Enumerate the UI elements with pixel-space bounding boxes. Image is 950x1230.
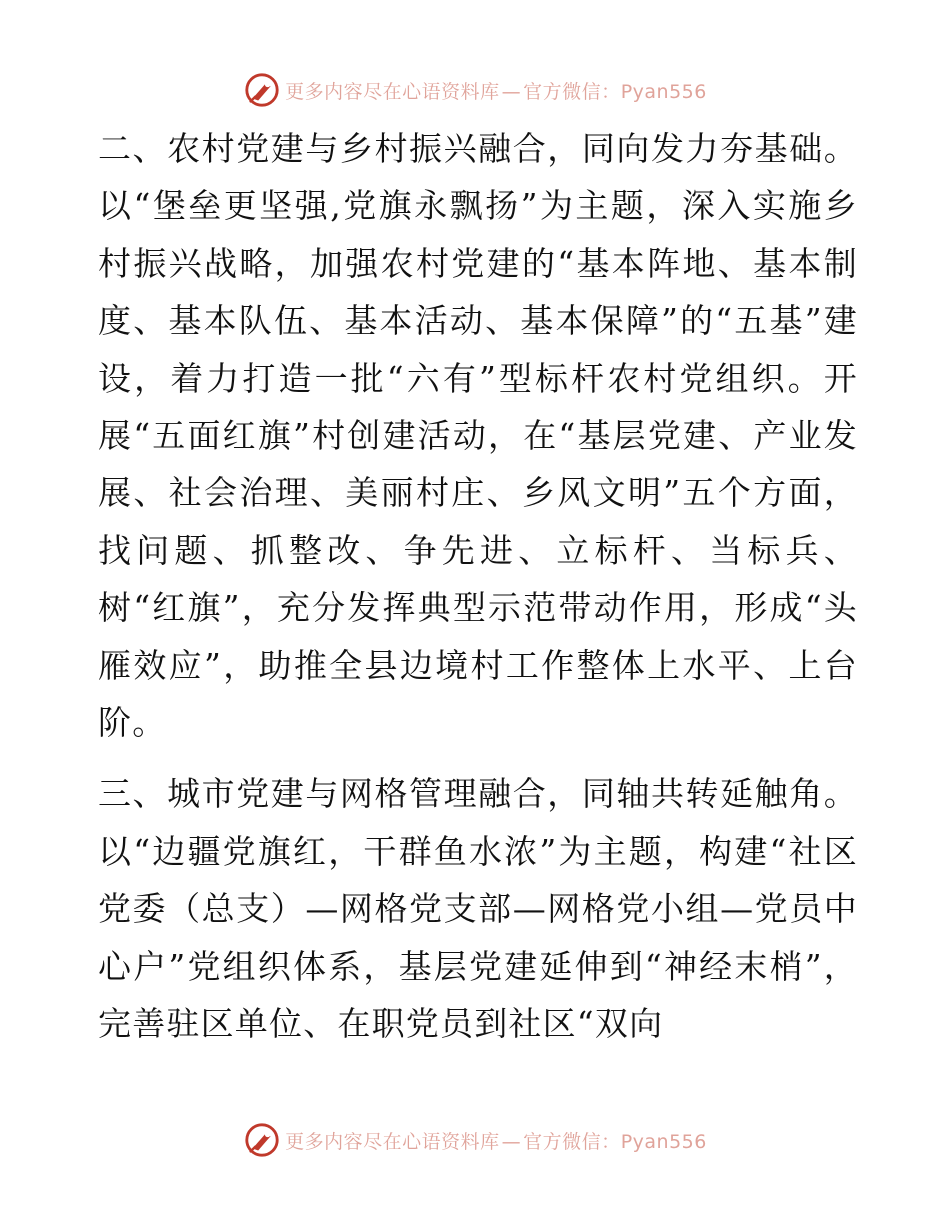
watermark-text xyxy=(285,1127,707,1154)
pen-nib-seal-icon xyxy=(243,71,281,109)
paragraph-rural-party-building: 二、农村党建与乡村振兴融合，同向发力夯基础。以“堡垒更坚强,党旗永飘扬”为主题，深入实施乡村振兴战略，加强农村党建的“基本阵地、基本制度、基本队伍、基本活动、基本保障”的“五基”建设，着力打造一批“六有”型标杆农村党组织。开展“五面红旗”村创建活动，在“基层党建、产业发展、社会治理、美丽村庄、乡风文明”五个方面，找问题、抓整改、争先进、立标杆、当标兵、树“红旗”，充分发挥典型示范带动作用，形成“头雁效应”，助推全县边境村工作整体上水平、上台阶。 xyxy=(98,129,858,743)
watermark-dash: — xyxy=(501,1130,522,1153)
watermark-text xyxy=(285,77,707,104)
footer-watermark xyxy=(0,1118,950,1162)
pen-nib-seal-icon xyxy=(243,1121,281,1159)
document-body xyxy=(98,120,858,1053)
watermark-dash: — xyxy=(501,80,522,103)
watermark-wechat-id: Pyan556 xyxy=(620,80,707,103)
paragraph-urban-party-building: 三、城市党建与网格管理融合，同轴共转延触角。以“边疆党旗红，干群鱼水浓”为主题，构建“社区党委（总支）—网格党支部—网格党小组—党员中心户”党组织体系，基层党建延伸到“神经末梢”，完善驻区单位、在职党员到社区“双向 xyxy=(98,774,858,1044)
watermark-site: 更多内容尽在心语资料库 xyxy=(285,1130,500,1153)
watermark-wechat-label: 官方微信： xyxy=(523,80,621,103)
watermark-site: 更多内容尽在心语资料库 xyxy=(285,80,500,103)
header-watermark xyxy=(0,68,950,112)
watermark-wechat-id: Pyan556 xyxy=(620,1130,707,1153)
watermark-wechat-label: 官方微信： xyxy=(523,1130,621,1153)
